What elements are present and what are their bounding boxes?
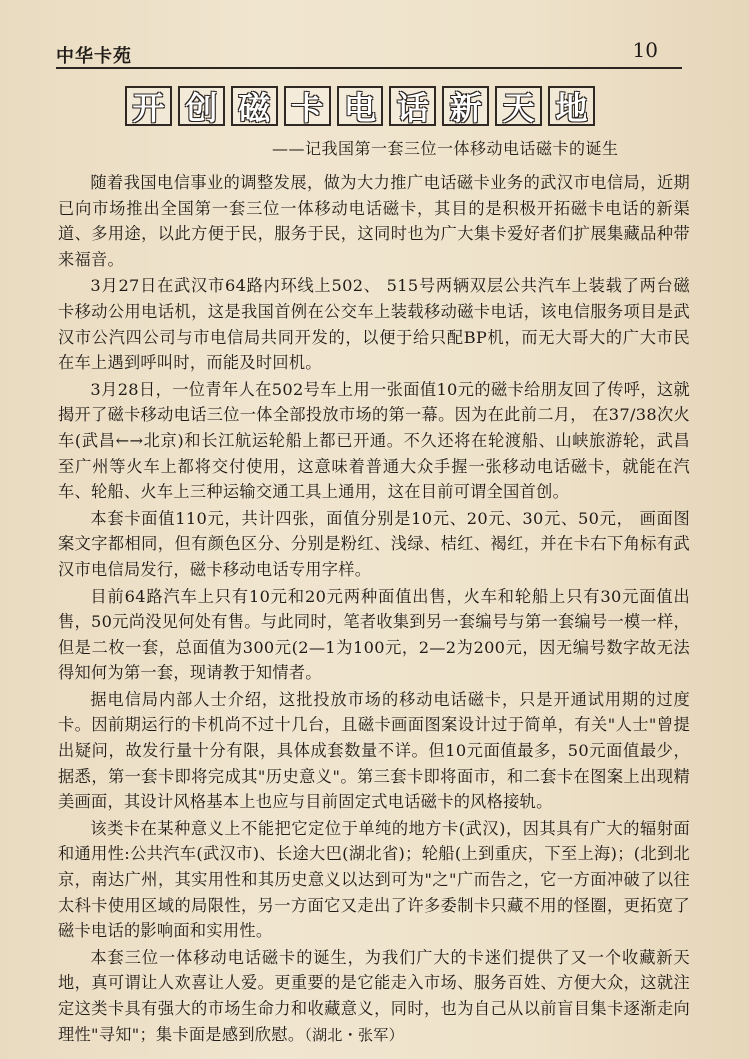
title-char: 地 (548, 86, 595, 126)
paragraph: 本套卡面值110元，共计四张，面值分别是10元、20元、30元、50元， 画面图案文字都相同，但有颜色区分、分别是粉红、浅绿、桔红、褐红，并在卡右下角标有武汉市电信局发行，磁卡移动电话专用字样。 (58, 508, 690, 579)
paragraph: 据电信局内部人士介绍，这批投放市场的移动电话磁卡，只是开通试用期的过度卡。因前期运行的卡机尚不过十几台，且磁卡画面图案设计过于简单，有关"人士"曾提出疑问，故发行量十分有限，具体成套数量不详。但10元面值最多，50元面值最少，据悉，第一套卡即将完成其"历史意义"。第三套卡即将面市，和二套卡在图案上出现精美画面，其设计风格基本上也应与目前固定式电话磁卡的风格接轨。 (58, 689, 690, 812)
header-rule (56, 67, 682, 69)
title-char: 天 (495, 86, 542, 126)
title-char: 开 (125, 86, 172, 126)
title-char: 卡 (284, 86, 331, 126)
page-header (56, 36, 702, 66)
journal-name: 中华卡苑 (56, 46, 132, 67)
last-paragraph-text: 本套三位一体移动电话磁卡的诞生，为我们广大的卡迷们提供了又一个收藏新天地，真可谓让人欢喜让人爱。更重要的是它能走入市场、服务百姓、方便大众，这就注定这类卡具有强大的市场生命力和收藏意义，同时，也为自己从以前盲目集卡逐渐走向理性"寻知"；集卡面是感到欣慰。 (58, 947, 690, 1044)
paragraph (58, 945, 690, 1048)
paragraph: 3月27日在武汉市64路内环线上502、 515号两辆双层公共汽车上装载了两台磁卡移动公用电话机，这是我国首例在公交车上装载移动磁卡电话，该电信服务项目是武汉市公汽四公司与市电信局共同开发的，以便于给只配BP机，而无大哥大的广大市民在车上遇到呼叫时，而能及时回机。 (58, 276, 690, 373)
page-number: 10 (632, 38, 658, 62)
title-char: 电 (337, 86, 384, 126)
article-subtitle: ——记我国第一套三位一体移动电话磁卡的诞生 (272, 139, 619, 158)
byline: （湖北・张军） (304, 1025, 404, 1044)
title-char: 新 (442, 86, 489, 126)
paragraph: 随着我国电信事业的调整发展，做为大力推广电话磁卡业务的武汉市电信局，近期已向市场推出全国第一套三位一体移动电话磁卡，其目的是积极开拓磁卡电话的新渠道、多用途，以此方便于民，服务于民，这同时也为广大集卡爱好者们扩展集藏品种带来福音。 (58, 173, 690, 269)
article-body (58, 170, 690, 1049)
paragraph: 目前64路汽车上只有10元和20元两种面值出售，火车和轮船上只有30元面值出售，50元尚没见何处有售。与此同时，笔者收集到另一套编号与第一套编号一模一样，但是二枚一套，总面值为300元(2—1为100元，2—2为200元，因无编号数字故无法得知何为第一套，现请教于知情者。 (58, 586, 690, 683)
paragraph: 该类卡在某种意义上不能把它定位于单纯的地方卡(武汉)，因其具有广大的辐射面和通用性:公共汽车(武汉市)、长途大巴(湖北省)；轮船(上到重庆，下至上海)；(北到北京，南达广州，其实用性和其历史意义以达到可为"之"广而告之，它一方面冲破了以往太科卡使用区域的局限性，另一方面它又走出了许多委制卡只藏不用的怪圈，更拓宽了磁卡电话的影响面和实用性。 (58, 818, 690, 941)
article-title (125, 86, 595, 128)
title-char: 创 (178, 86, 225, 126)
title-char: 磁 (231, 86, 278, 126)
paragraph: 3月28日，一位青年人在502号车上用一张面值10元的磁卡给朋友回了传呼，这就揭开了磁卡移动电话三位一体全部投放市场的第一幕。因为在此前二月， 在37/38次火车(武昌←→北京)和长江航运轮船上都已开通。不久还将在轮渡船、山峡旅游轮，武昌至广州等火车上都将交付使用，这意味着普通大众手握一张移动电话磁卡，就能在汽车、轮船、火车上三种运输交通工具上通用，这在目前可谓全国首创。 (58, 379, 690, 502)
title-char: 话 (389, 86, 436, 126)
